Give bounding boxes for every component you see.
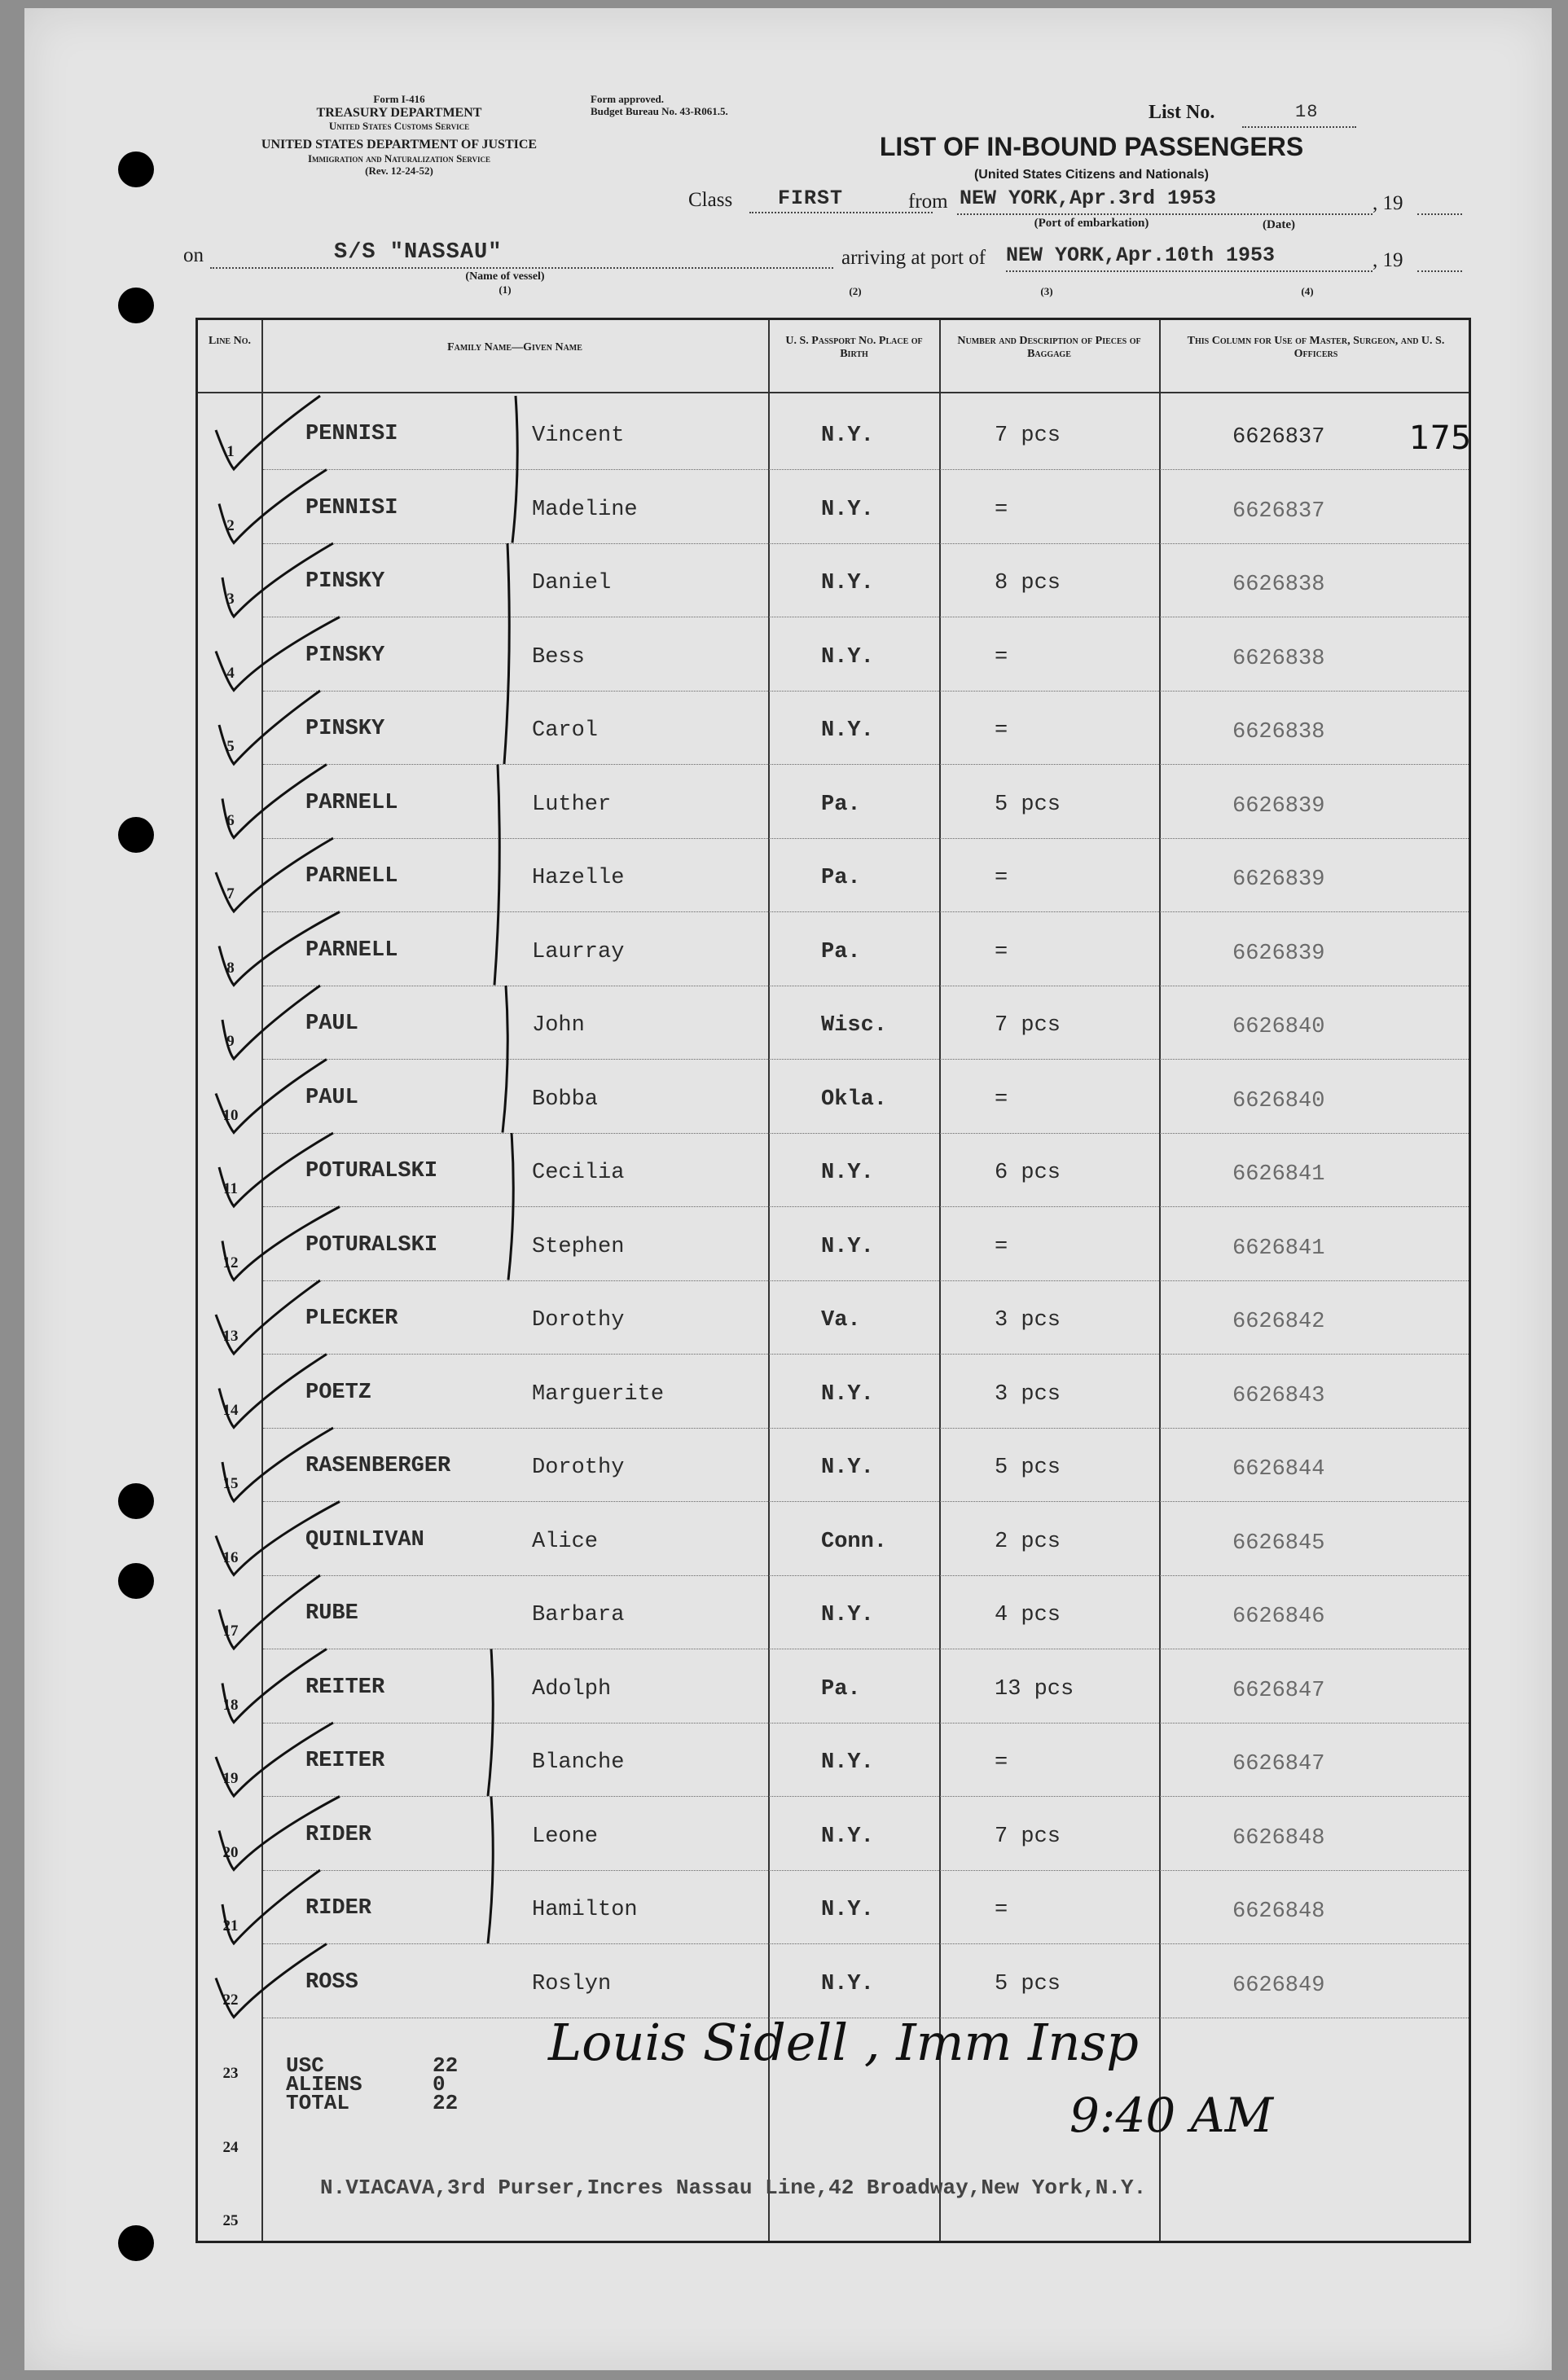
given-name: Stephen [532, 1234, 625, 1259]
caption-3: (3) [1040, 285, 1053, 297]
baggage: = [995, 718, 1008, 743]
birth-place: Pa. [821, 866, 861, 890]
baggage: = [995, 1234, 1008, 1259]
given-name: Carol [532, 718, 599, 743]
family-name: QUINLIVAN [305, 1527, 424, 1552]
given-name: Vincent [532, 424, 625, 448]
birth-place: N.Y. [821, 718, 874, 743]
approval-block [591, 94, 819, 118]
given-name: Roslyn [532, 1971, 612, 1996]
ticket-number: 6626841 [1232, 1162, 1325, 1187]
birth-place: Pa. [821, 1676, 861, 1702]
family-name: PARNELL [305, 790, 398, 815]
given-name: Blanche [532, 1750, 625, 1775]
line-number: 24 [222, 2138, 239, 2156]
ticket-number: 6626842 [1232, 1310, 1325, 1334]
binder-hole [118, 288, 154, 323]
line-number: 5 [226, 738, 235, 755]
list-no-label: List No. [1149, 102, 1215, 123]
birth-place: N.Y. [821, 1161, 874, 1185]
given-name: Barbara [532, 1603, 625, 1627]
family-name: PARNELL [305, 938, 398, 963]
family-name: ROSS [305, 1969, 358, 1995]
caption-1: (1) [499, 283, 512, 296]
baggage: 3 pcs [995, 1381, 1061, 1407]
check-marks-layer [198, 320, 1472, 2031]
family-name: POTURALSKI [305, 1232, 438, 1258]
justice-department: UNITED STATES DEPARTMENT OF JUSTICE [261, 138, 538, 152]
baggage: = [995, 497, 1008, 522]
revision: (Rev. 12-24-52) [365, 164, 433, 177]
check-mark [222, 543, 333, 617]
check-mark [216, 1280, 320, 1354]
date-caption: (Date) [1263, 218, 1295, 231]
family-bracket [508, 1133, 513, 1280]
baggage: 7 pcs [995, 424, 1061, 448]
line-number: 12 [222, 1254, 239, 1271]
line-number: 13 [222, 1328, 239, 1345]
family-name: PAUL [305, 1085, 358, 1110]
customs-service: United States Customs Service [328, 120, 470, 133]
baggage: 7 pcs [995, 1013, 1061, 1038]
ticket-number: 6626839 [1232, 867, 1325, 892]
class-value: FIRST [778, 187, 844, 210]
line-number: 15 [222, 1475, 239, 1492]
inspection-time: 9:40 AM [1069, 2088, 1273, 2143]
line-number: 7 [226, 885, 235, 902]
col-header-line: Line No. [208, 335, 251, 347]
line-number: 2 [226, 516, 235, 534]
baggage: 2 pcs [995, 1529, 1061, 1554]
birth-place: N.Y. [821, 1971, 874, 1996]
birth-place: N.Y. [821, 1381, 874, 1407]
baggage: 4 pcs [995, 1603, 1061, 1627]
ticket-number: 6626839 [1232, 793, 1325, 819]
ticket-number: 6626840 [1232, 1088, 1325, 1113]
port-embark-caption: (Port of embarkation) [1034, 217, 1149, 230]
ticket-number: 6626838 [1232, 573, 1325, 597]
arrival-port-value: NEW YORK,Apr.10th 1953 [1006, 244, 1276, 267]
col-header-officers: This Column for Use of Master, Surgeon, and U. S. Officers [1187, 335, 1445, 361]
col-header-baggage: Number and Description of Pieces of Baggage [957, 335, 1141, 361]
baggage: 5 pcs [995, 1971, 1061, 1996]
birth-place: N.Y. [821, 497, 874, 522]
family-name: PARNELL [305, 864, 398, 889]
given-name: Laurray [532, 939, 625, 964]
ticket-number: 6626848 [1232, 1899, 1325, 1924]
check-mark [219, 1797, 340, 1870]
list-no-value: 18 [1295, 102, 1319, 122]
side-number: 175 [1409, 419, 1472, 457]
line-number: 21 [222, 1917, 239, 1934]
given-name: Marguerite [532, 1381, 665, 1407]
line-number: 23 [222, 2065, 239, 2082]
family-bracket [488, 1649, 493, 1797]
col-header-passport: U. S. Passport No. Place of Birth [785, 335, 923, 361]
ticket-number: 6626837 [1232, 498, 1325, 524]
check-mark [222, 1207, 340, 1280]
line-number: 14 [222, 1401, 239, 1419]
birth-place: Wisc. [821, 1013, 888, 1038]
given-name: John [532, 1013, 585, 1038]
line-number: 17 [222, 1623, 239, 1640]
ticket-number: 6626843 [1232, 1383, 1325, 1408]
family-bracket [504, 543, 509, 764]
family-name: PINSKY [305, 643, 385, 668]
family-name: PLECKER [305, 1306, 398, 1331]
birth-place: N.Y. [821, 1234, 874, 1259]
baggage: 8 pcs [995, 571, 1061, 595]
vessel-line [210, 267, 833, 269]
family-name: PENNISI [305, 422, 398, 446]
col-header-name: Family Name—Given Name [447, 341, 582, 353]
line-number: 25 [222, 2212, 239, 2229]
embark-port-value: NEW YORK,Apr.3rd 1953 [960, 187, 1217, 210]
baggage: 6 pcs [995, 1161, 1061, 1185]
family-name: RUBE [305, 1601, 358, 1626]
family-bracket [512, 396, 517, 543]
family-name: PAUL [305, 1012, 358, 1036]
form-approved: Form approved. [591, 93, 665, 105]
birth-place: Pa. [821, 939, 861, 964]
birth-place: Pa. [821, 792, 861, 817]
binder-hole [118, 817, 154, 853]
check-mark [219, 1133, 333, 1206]
check-mark [219, 1575, 320, 1649]
year-line-2 [1417, 270, 1462, 272]
check-mark [222, 986, 320, 1059]
ticket-number: 6626846 [1232, 1605, 1325, 1629]
ticket-number: 6626839 [1232, 941, 1325, 966]
ticket-number: 6626847 [1232, 1752, 1325, 1776]
baggage: 13 pcs [995, 1676, 1074, 1702]
check-mark [219, 1355, 327, 1428]
baggage: 5 pcs [995, 792, 1061, 817]
passenger-table [195, 318, 1471, 2243]
baggage: 7 pcs [995, 1824, 1061, 1849]
family-name: POETZ [305, 1380, 372, 1405]
ticket-number: 6626845 [1232, 1530, 1325, 1556]
check-mark [219, 470, 327, 543]
list-no-line [1242, 126, 1356, 128]
line-number: 19 [222, 1770, 239, 1787]
check-mark [222, 1428, 333, 1501]
given-name: Dorothy [532, 1308, 625, 1333]
binder-hole [118, 2225, 154, 2261]
line-number: 11 [223, 1180, 238, 1197]
given-name: Madeline [532, 497, 638, 522]
check-mark [219, 912, 340, 986]
baggage: = [995, 644, 1008, 670]
birth-place: N.Y. [821, 1603, 874, 1627]
family-bracket [488, 1797, 493, 1944]
from-label: from [908, 191, 948, 213]
family-name: PINSKY [305, 569, 385, 594]
binder-hole [118, 1483, 154, 1519]
line-number: 1 [226, 443, 235, 460]
check-mark [216, 838, 333, 911]
family-name: RIDER [305, 1896, 372, 1921]
ticket-number: 6626841 [1232, 1236, 1325, 1261]
family-name: REITER [305, 1749, 385, 1773]
baggage: = [995, 866, 1008, 890]
class-label: Class [688, 189, 733, 211]
given-name: Bess [532, 644, 585, 670]
from-line [957, 213, 1373, 215]
birth-place: N.Y. [821, 1824, 874, 1849]
arriving-line [1006, 270, 1373, 272]
line-number: 10 [222, 1106, 239, 1124]
ticket-number: 6626838 [1232, 720, 1325, 744]
ticket-number: 6626838 [1232, 646, 1325, 671]
manifest-sheet [24, 8, 1552, 2370]
family-bracket [503, 986, 507, 1133]
aliens-label: ALIENS [286, 2072, 362, 2097]
birth-place: Okla. [821, 1087, 888, 1112]
given-name: Leone [532, 1824, 599, 1849]
family-name: RASENBERGER [305, 1454, 451, 1478]
year-label-2: , 19 [1373, 249, 1403, 271]
given-name: Cecilia [532, 1161, 625, 1185]
birth-place: N.Y. [821, 644, 874, 670]
check-mark [216, 1723, 333, 1796]
check-mark [219, 691, 320, 764]
ins-name: Immigration and Naturalization Service [307, 151, 491, 165]
year-label-1: , 19 [1373, 192, 1403, 214]
given-name: Hazelle [532, 866, 625, 890]
form-number: Form I-416 [373, 93, 425, 105]
baggage: = [995, 1750, 1008, 1775]
line-number: 4 [226, 664, 235, 682]
on-label: on [183, 244, 204, 266]
ticket-number: 6626847 [1232, 1678, 1325, 1703]
birth-place: N.Y. [821, 424, 874, 448]
check-mark [216, 1944, 327, 2018]
line-number: 9 [226, 1033, 235, 1050]
baggage: 3 pcs [995, 1308, 1061, 1333]
ticket-number: 6626849 [1232, 1973, 1325, 1998]
family-name: RIDER [305, 1822, 372, 1847]
check-mark [216, 1060, 327, 1133]
line-number: 3 [226, 591, 235, 608]
given-name: Alice [532, 1529, 599, 1554]
caption-2: (2) [849, 285, 862, 297]
ticket-number: 6626837 [1232, 425, 1325, 450]
baggage: = [995, 1087, 1008, 1112]
given-name: Daniel [532, 571, 612, 595]
family-name: POTURALSKI [305, 1159, 438, 1183]
baggage: = [995, 1898, 1008, 1922]
baggage: = [995, 939, 1008, 964]
given-name: Dorothy [532, 1456, 625, 1480]
purser-footer: N.VIACAVA,3rd Purser,Incres Nassau Line,42 Broadway,New York,N.Y. [320, 2176, 1147, 2200]
given-name: Hamilton [532, 1898, 638, 1922]
ticket-number: 6626848 [1232, 1825, 1325, 1851]
year-line-1 [1417, 213, 1462, 215]
check-mark [216, 1502, 340, 1575]
birth-place: Conn. [821, 1529, 888, 1554]
given-name: Bobba [532, 1087, 599, 1112]
ticket-number: 6626844 [1232, 1457, 1325, 1482]
agency-block [228, 94, 570, 178]
budget-bureau: Budget Bureau No. 43-R061.5. [591, 104, 728, 117]
total-label: TOTAL [286, 2091, 350, 2115]
document-title: LIST OF IN-BOUND PASSENGERS [879, 132, 1304, 161]
ticket-number: 6626840 [1232, 1015, 1325, 1039]
line-number: 16 [222, 1548, 239, 1566]
birth-place: N.Y. [821, 1456, 874, 1480]
treasury-department: TREASURY DEPARTMENT [316, 105, 482, 120]
baggage: 5 pcs [995, 1456, 1061, 1480]
document-subtitle: (United States Citizens and Nationals) [973, 168, 1210, 182]
given-name: Luther [532, 792, 612, 817]
usc-count: 22 [433, 2053, 459, 2078]
family-name: PENNISI [305, 495, 398, 520]
check-mark [216, 396, 320, 469]
family-name: PINSKY [305, 717, 385, 741]
family-name: REITER [305, 1675, 385, 1700]
birth-place: N.Y. [821, 1750, 874, 1775]
vessel-name: S/S "NASSAU" [334, 240, 503, 265]
check-mark [222, 1649, 327, 1723]
line-number: 22 [222, 1991, 239, 2009]
inspector-signature: Louis Sidell , Imm Insp [548, 2013, 1139, 2072]
check-mark [216, 617, 340, 691]
arriving-label: arriving at port of [841, 247, 986, 269]
line-number: 20 [222, 1843, 239, 1861]
usc-label: USC [286, 2053, 324, 2078]
check-mark [222, 765, 327, 838]
caption-4: (4) [1301, 285, 1314, 297]
class-line [749, 212, 933, 213]
line-number: 8 [226, 959, 235, 977]
birth-place: N.Y. [821, 571, 874, 595]
aliens-count: 0 [433, 2072, 446, 2097]
line-number: 18 [222, 1696, 239, 1714]
birth-place: Va. [821, 1308, 861, 1333]
total-count: 22 [433, 2091, 459, 2115]
family-bracket [494, 765, 499, 986]
binder-hole [118, 1563, 154, 1599]
check-mark [222, 1870, 320, 1943]
birth-place: N.Y. [821, 1898, 874, 1922]
binder-hole [118, 151, 154, 187]
vessel-caption: (Name of vessel) [465, 270, 545, 283]
line-number: 6 [226, 811, 235, 829]
given-name: Adolph [532, 1676, 612, 1702]
totals-block [286, 2051, 458, 2119]
